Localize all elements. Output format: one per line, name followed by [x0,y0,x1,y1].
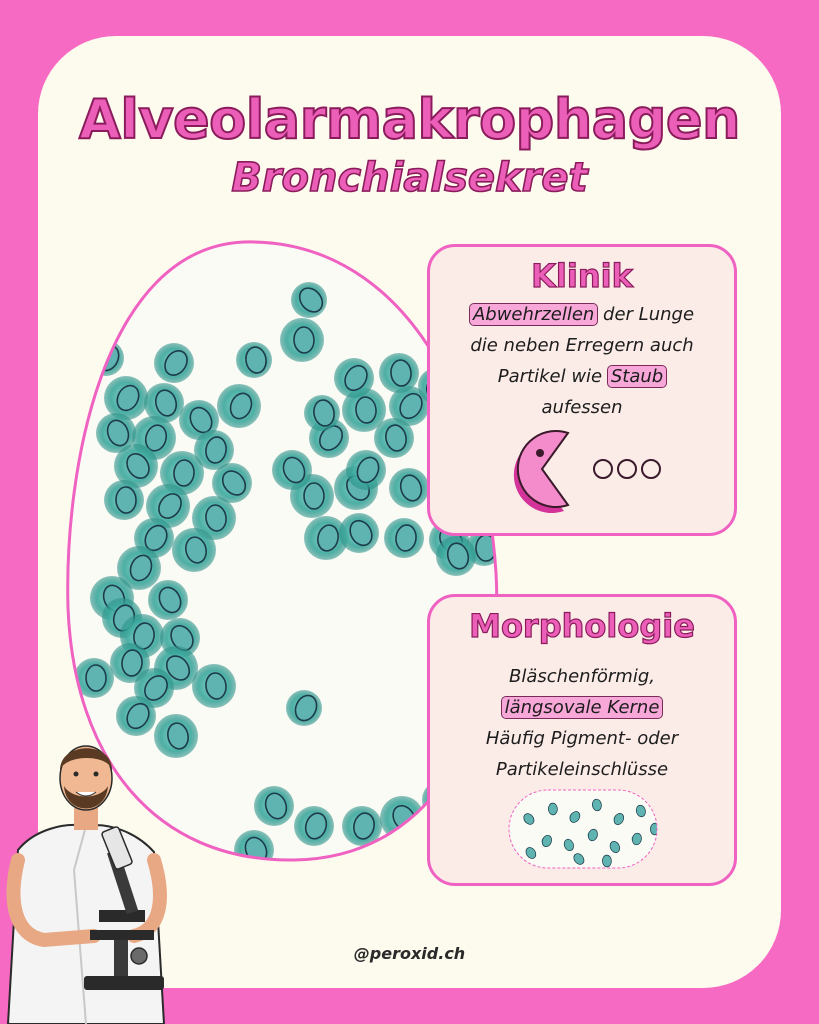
klinik-line1-rest: der Lunge [597,304,695,325]
macrophage-cell [148,580,188,620]
macrophage-cell [304,395,340,431]
macrophage-cell [236,342,272,378]
macrophage-cell [88,340,124,376]
morphologie-text [430,661,734,785]
morph-line3: Häufig Pigment- oder [485,728,679,749]
highlight-staub: Staub [608,366,666,387]
macrophage-cell [280,318,324,362]
macrophage-cell [334,358,374,398]
social-handle: @peroxid.ch [353,944,466,963]
klinik-line3-prefix: Partikel wie [497,366,608,387]
pacman-icon [500,425,670,515]
macrophage-cell [104,480,144,520]
cell-thumbnail-image [508,789,658,869]
doctor-with-microscope-illustration [4,730,174,1024]
morphologie-title: Morphologie [469,607,695,645]
page-title: Alveolarmakrophagen [79,88,740,151]
klinik-line2: die neben Erregern auch [470,335,694,356]
macrophage-cell [374,418,414,458]
highlight-abwehrzellen: Abwehrzellen [470,304,597,325]
macrophage-cell [272,450,312,490]
macrophage-cell [380,796,424,840]
macrophage-cell [291,282,327,318]
macrophage-cell [192,664,236,708]
klinik-title: Klinik [531,257,633,295]
macrophage-cell [436,536,476,576]
macrophage-cell [294,806,334,846]
highlight-laengsovale-kerne: längsovale Kerne [502,697,663,718]
macrophage-cell [172,528,216,572]
morph-line1: Bläschenförmig, [509,666,655,687]
macrophage-cell [154,343,194,383]
klinik-line4: aufessen [541,397,623,418]
macrophage-cell [602,855,611,867]
macrophage-cell [384,518,424,558]
page-subtitle: Bronchialsekret [231,155,588,201]
macrophage-cell [217,384,261,428]
morph-line4: Partikeleinschlüsse [495,759,669,780]
macrophage-cell [254,786,294,826]
klinik-text [430,299,734,423]
macrophage-cell [104,376,148,420]
macrophage-cell [389,468,429,508]
macrophage-cell [339,513,379,553]
macrophage-cell [286,690,322,726]
macrophage-cell [379,353,419,393]
morphologie-box [427,594,737,886]
macrophage-cell [346,450,386,490]
klinik-box [427,244,737,536]
